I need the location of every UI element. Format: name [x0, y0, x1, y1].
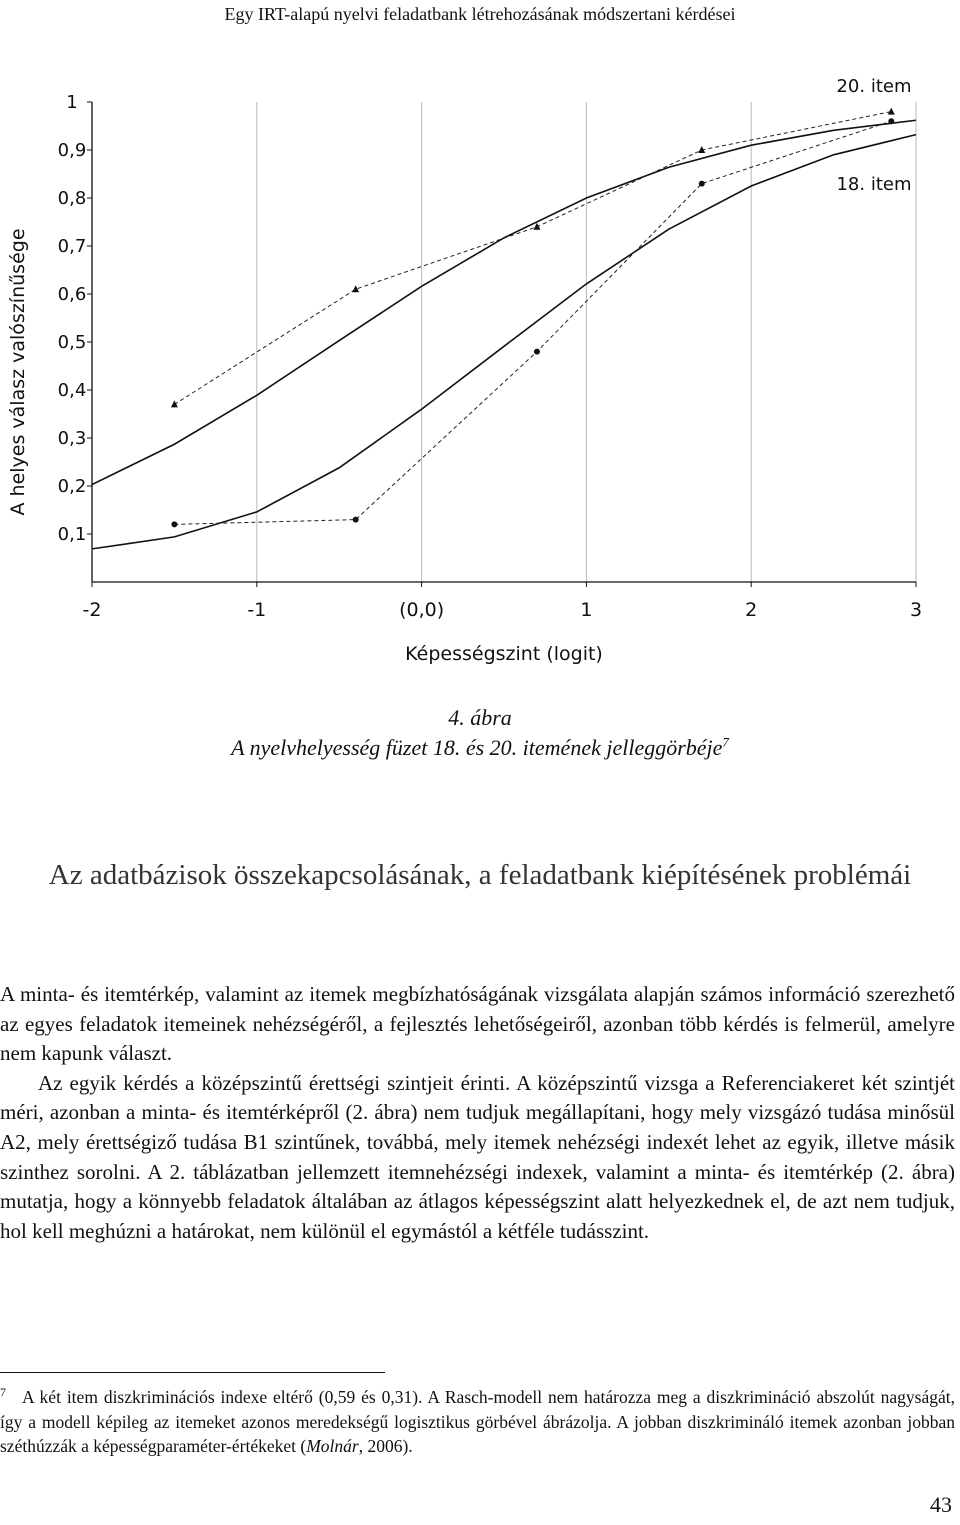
footnote: [0, 1385, 955, 1459]
running-head: Egy IRT-alapú nyelvi feladatbank létrehozásának módszertani kérdései: [224, 4, 736, 24]
x-tick-label: 1: [580, 599, 593, 621]
y-tick-label: 0,7: [57, 236, 87, 257]
y-tick-label: 1: [66, 92, 78, 113]
item20-observed-line: [174, 112, 891, 405]
y-tick-label: 0,5: [57, 332, 87, 353]
item20-model-curve: [92, 120, 916, 484]
body-text: [0, 980, 955, 1246]
item20-data-point: [171, 400, 178, 407]
chart-series: [92, 108, 916, 549]
item18-data-point: [353, 517, 359, 523]
paragraph-2: Az egyik kérdés a középszintű érettségi szintjeit érinti. A középszintű vizsga a Referenciakeret két szintjét méri, azonban a minta- és itemtérképről (2. ábra) nem tudjuk megállapítani, hogy mely vizsgázó tudása minősül A2, mely érettségiző tudása B1 szintűnek, továbbá, mely itemek nehézségi indexét lehet az egyik, illetve másik szinthez sorolni. A 2. táblázatban jellemzett itemnehézségi indexek, valamint a minta- és itemtérkép (2. ábra) mutatja, hogy a könnyebb feladatok általában az átlagos képességszint alatt helyezkednek el, de azt nem tudjuk, hol kell meghúzni a határokat, nem különül el egymástól a kétféle tudásszint.: [0, 1070, 955, 1243]
item18-model-curve: [92, 135, 916, 549]
x-axis-label: Képességszint (logit): [405, 643, 603, 665]
item18-data-point: [171, 521, 177, 527]
x-tick-label: 2: [745, 599, 758, 621]
figure-caption: [0, 733, 960, 763]
item20-data-point: [888, 108, 895, 115]
item18-series-label: 18. item: [836, 174, 912, 195]
y-tick-label: 0,9: [57, 140, 87, 161]
x-tick-label: (0,0): [399, 599, 445, 621]
item-characteristic-chart: [0, 60, 960, 670]
item18-data-point: [699, 181, 705, 187]
item18-data-point: [534, 349, 540, 355]
y-tick-label: 0,4: [57, 380, 87, 401]
y-tick-label: 0,2: [57, 476, 87, 497]
figure-label: 4. ábra: [448, 705, 512, 730]
figure-caption-text: A nyelvhelyesség füzet 18. és 20. itemének jelleggörbéje: [231, 735, 723, 760]
y-tick-label: 0,1: [57, 524, 87, 545]
item20-series-label: 20. item: [836, 76, 912, 97]
page-number: 43: [930, 1492, 952, 1517]
item18-observed-line: [174, 121, 891, 524]
chart-labels: [7, 76, 922, 665]
footnote-text-2: , 2006).: [358, 1436, 413, 1456]
figure-caption-footnote-ref: 7: [722, 734, 729, 750]
footnote-number: 7: [0, 1385, 6, 1400]
section-title: Az adatbázisok összekapcsolásának, a feladatbank kiépítésének problémái: [48, 859, 912, 891]
item18-data-point: [888, 118, 894, 124]
y-axis-label: A helyes válasz valószínűsége: [7, 228, 29, 516]
y-tick-label: 0,3: [57, 428, 87, 449]
footnote-text-1: A két item diszkriminációs indexe eltérő (0,59 és 0,31). A Rasch-modell nem határozza meg a diszkrimináció abszolút nagyságát, így a modell képileg az itemeket azonos meredekségű logisztikus görbével ábrázolja. A jobban diszkrimináló itemek azonban jobban széthúzzák a képességparaméter-értékeket (: [0, 1387, 955, 1456]
chart-grid: [257, 102, 916, 582]
chart-axes: [87, 102, 916, 587]
footnote-divider: [0, 1372, 385, 1373]
x-tick-label: -2: [82, 599, 102, 621]
footnote-citation-author: Molnár: [306, 1436, 359, 1456]
x-tick-label: -1: [247, 599, 267, 621]
paragraph-1: A minta- és itemtérkép, valamint az itemek megbízhatóságának vizsgálata alapján számos információ szerezhető az egyes feladatok itemeinek nehézségéről, a fejlesztés lehetőségeiről, azonban több kérdés is felmerül, amelyre nem kapunk választ.: [0, 982, 955, 1066]
x-tick-label: 3: [909, 599, 923, 621]
y-tick-label: 0,8: [57, 188, 87, 209]
y-tick-label: 0,6: [57, 284, 87, 305]
